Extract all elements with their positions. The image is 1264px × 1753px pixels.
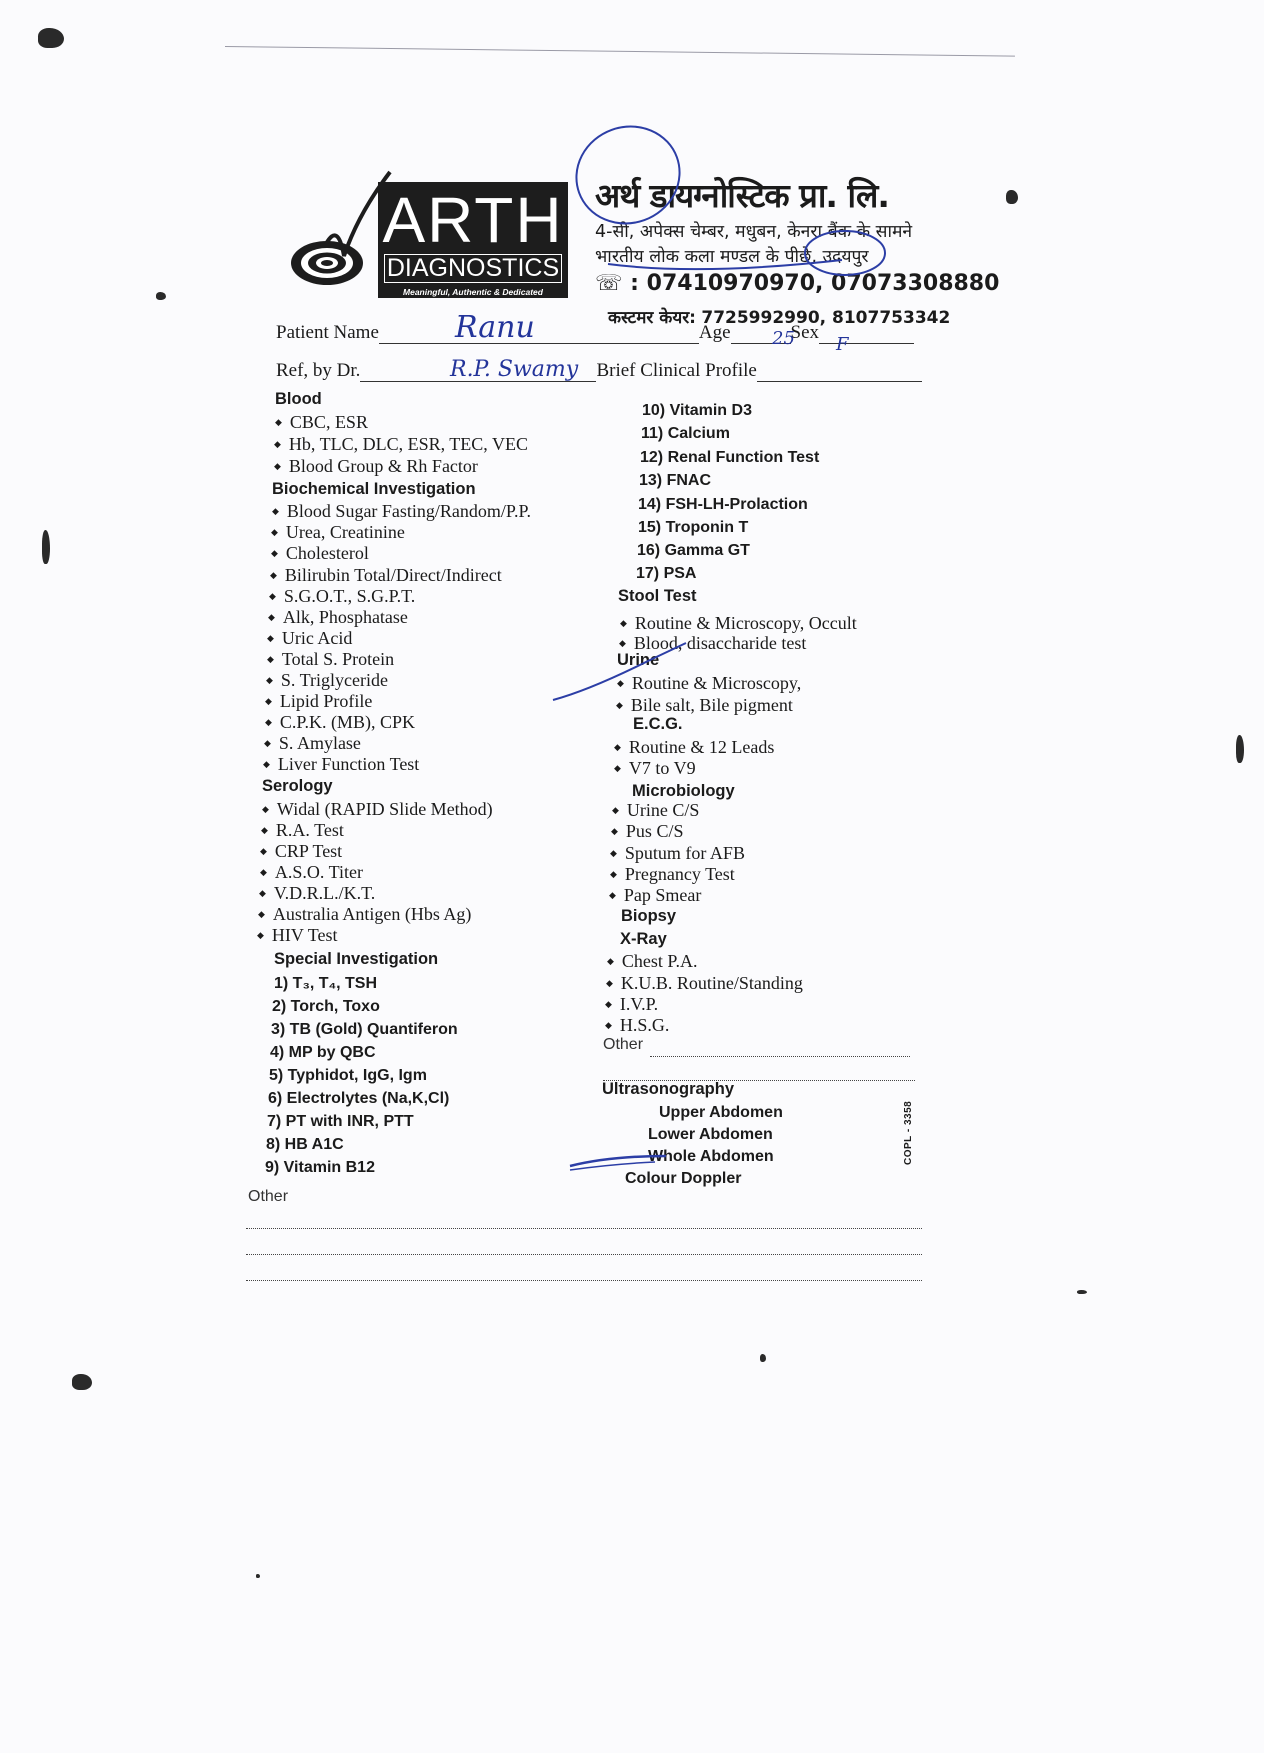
test-item: ◆ Lipid Profile (265, 691, 372, 712)
phone-value: 07410970970, 07073308880 (646, 271, 1000, 296)
patient-name-label: Patient Name (276, 322, 379, 343)
usg-item: Lower Abdomen (648, 1126, 773, 1143)
clinical-label: Brief Clinical Profile (596, 360, 757, 381)
customer-care-numbers: 7725992990, 8107753342 (701, 308, 951, 328)
biochemical-heading: Biochemical Investigation (272, 480, 476, 498)
special-item: 16) Gamma GT (637, 542, 750, 559)
test-item: ◆ C.P.K. (MB), CPK (265, 712, 415, 733)
patient-name-value[interactable]: Ranu (455, 310, 535, 345)
test-item: ◆ Australia Antigen (Hbs Ag) (258, 904, 471, 925)
ref-value[interactable]: R.P. Swamy (450, 357, 579, 382)
test-item: ◆ Urine C/S (612, 800, 699, 821)
test-item: ◆ Alk, Phosphatase (268, 607, 408, 628)
test-item: ◆ Blood Group & Rh Factor (274, 456, 478, 477)
test-item: ◆ S.G.O.T., S.G.P.T. (269, 586, 415, 607)
special-item: 14) FSH-LH-Prolaction (638, 496, 808, 513)
customer-care-label: कस्टमर केयर: (608, 308, 696, 328)
test-item: ◆ CRP Test (260, 841, 342, 862)
biopsy-heading: Biopsy (621, 907, 677, 925)
test-item: ◆ V.D.R.L./K.T. (259, 883, 375, 904)
test-item: ◆ Pregnancy Test (610, 864, 735, 885)
test-item: ◆ S. Triglyceride (266, 670, 388, 691)
company-name-hindi: अर्थ डायग्नोस्टिक प्रा. लि. (595, 176, 889, 215)
test-item: ◆ Pus C/S (611, 821, 683, 842)
test-item: ◆ Liver Function Test (263, 754, 419, 775)
test-item: ◆ Pap Smear (609, 885, 701, 906)
special-item: 13) FNAC (639, 472, 712, 489)
special-item: 8) HB A1C (266, 1136, 344, 1153)
test-item: ◆ Sputum for AFB (610, 843, 745, 864)
logo-tagline: Meaningful, Authentic & Dedicated (403, 287, 543, 297)
other-label-right: Other (603, 1036, 644, 1053)
xray-heading: X-Ray (620, 930, 667, 948)
ecg-heading: E.C.G. (633, 715, 683, 733)
test-item: ◆ Hb, TLC, DLC, ESR, TEC, VEC (274, 434, 528, 455)
microbiology-heading: Microbiology (632, 782, 735, 800)
stool-heading: Stool Test (618, 587, 697, 605)
test-item: ◆ Bilirubin Total/Direct/Indirect (270, 565, 502, 586)
test-item: ◆ Routine & 12 Leads (614, 737, 774, 758)
pen-circle-mark (563, 112, 694, 238)
address-line-1: 4-सी, अपेक्स चेम्बर, मधुबन, केनरा बैंक के सामने (595, 222, 913, 242)
logo-sub: DIAGNOSTICS (384, 254, 562, 283)
other-label-left: Other (248, 1188, 289, 1205)
test-item: ◆ Blood Sugar Fasting/Random/P.P. (272, 501, 531, 522)
special-item: 2) Torch, Toxo (272, 998, 380, 1015)
test-item: ◆ CBC, ESR (275, 412, 368, 433)
test-item: ◆ H.S.G. (605, 1015, 669, 1036)
test-item: ◆ Cholesterol (271, 543, 369, 564)
urine-tick-mark (553, 643, 686, 700)
special-item: 7) PT with INR, PTT (267, 1113, 414, 1130)
test-item: ◆ Blood, disaccharide test (619, 633, 806, 654)
usg-item: Whole Abdomen (648, 1148, 774, 1165)
special-item: 6) Electrolytes (Na,K,Cl) (268, 1090, 450, 1107)
age-label: Age (698, 322, 731, 343)
ref-label: Ref, by Dr. (276, 360, 361, 381)
usg-item: Upper Abdomen (659, 1104, 783, 1121)
special-item: 3) TB (Gold) Quantiferon (271, 1021, 458, 1038)
test-item: ◆ V7 to V9 (614, 758, 696, 779)
test-item: ◆ R.A. Test (261, 820, 344, 841)
urine-heading: Urine (617, 651, 660, 669)
special-item: 17) PSA (636, 565, 697, 582)
test-item: ◆ Routine & Microscopy, (617, 673, 801, 694)
logo-brand: ARTH (382, 184, 564, 256)
age-value[interactable]: 25 (772, 328, 795, 349)
test-item: ◆ Routine & Microscopy, Occult (620, 613, 857, 634)
special-item: 11) Calcium (641, 425, 730, 442)
special-heading: Special Investigation (274, 950, 439, 968)
blood-heading: Blood (275, 390, 322, 408)
usg-item: Colour Doppler (625, 1170, 742, 1187)
form-code: COPL - 3358 (903, 1100, 914, 1165)
test-item: ◆ HIV Test (257, 925, 338, 946)
special-item: 12) Renal Function Test (640, 449, 820, 466)
special-item: 4) MP by QBC (270, 1044, 376, 1061)
sex-value[interactable]: F (836, 334, 849, 355)
test-item: ◆ Total S. Protein (267, 649, 394, 670)
special-item: 5) Typhidot, IgG, Igm (269, 1067, 427, 1084)
special-item: 9) Vitamin B12 (265, 1159, 375, 1176)
special-item: 10) Vitamin D3 (642, 402, 752, 419)
usg-heading: Ultrasonography (602, 1080, 735, 1098)
test-item: ◆ A.S.O. Titer (260, 862, 363, 883)
phone-icon: ☏ : (595, 271, 647, 296)
sex-label: Sex (790, 322, 820, 343)
pen-circle-mark (805, 231, 885, 275)
test-item: ◆ K.U.B. Routine/Standing (606, 973, 803, 994)
serology-heading: Serology (262, 777, 333, 795)
address-line-2: भारतीय लोक कला मण्डल के पीछे, उदयपुर (595, 247, 869, 267)
test-item: ◆ I.V.P. (605, 994, 658, 1015)
test-item: ◆ Widal (RAPID Slide Method) (262, 799, 493, 820)
test-item: ◆ Bile salt, Bile pigment (616, 695, 793, 716)
special-item: 1) T₃, T₄, TSH (274, 975, 378, 992)
test-item: ◆ Uric Acid (267, 628, 352, 649)
test-item: ◆ Urea, Creatinine (271, 522, 405, 543)
test-item: ◆ S. Amylase (264, 733, 361, 754)
special-item: 15) Troponin T (638, 519, 749, 536)
test-item: ◆ Chest P.A. (607, 951, 697, 972)
